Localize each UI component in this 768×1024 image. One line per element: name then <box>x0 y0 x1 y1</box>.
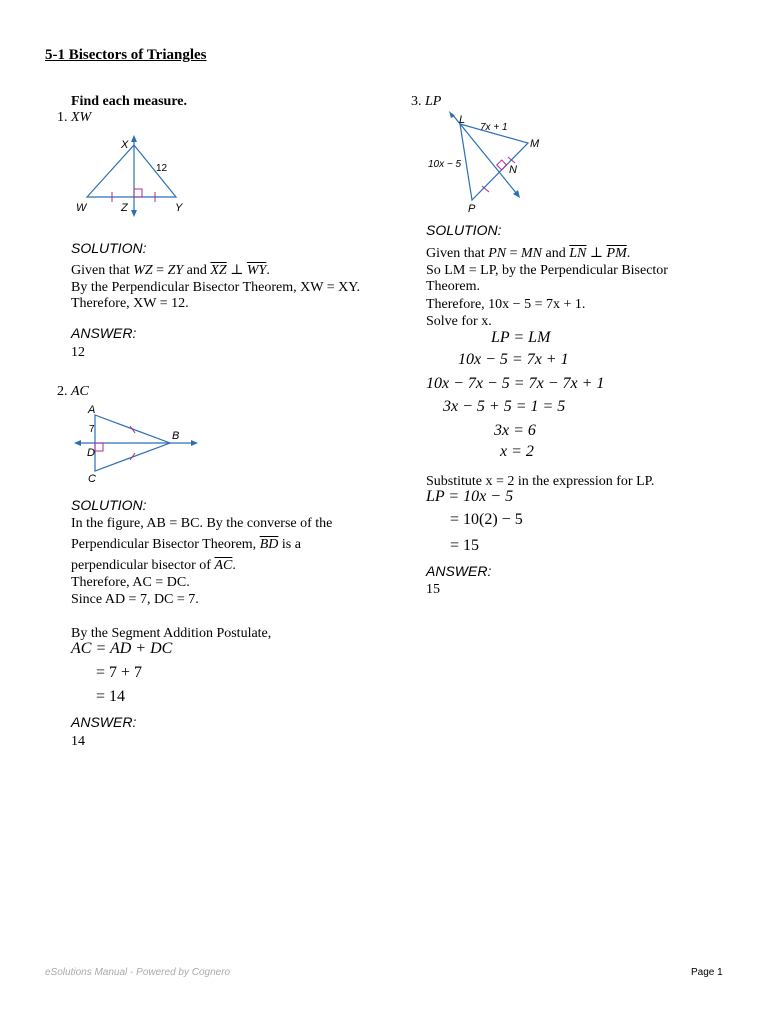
p2-answer: 14 <box>71 734 85 749</box>
p2-line4: Therefore, AC = DC. <box>71 575 190 590</box>
problem-1-target: XW <box>71 110 92 125</box>
fig1-label-z: Z <box>121 202 128 214</box>
p3-eq4: 3x − 5 + 5 = 1 = 5 <box>443 398 566 415</box>
problem-1-heading <box>57 110 91 126</box>
p2-eq1: AC = AD + DC <box>71 640 173 657</box>
fig3-expr-lm: 7x + 1 <box>480 122 508 133</box>
problem-3-target: LP <box>425 94 442 109</box>
p1-line3: Therefore, XW = 12. <box>71 296 189 311</box>
p2-eq3: = 14 <box>96 688 126 705</box>
p1-line2: By the Perpendicular Bisector Theorem, XW = XY. <box>71 280 361 295</box>
page-number: Page 1 <box>691 967 723 978</box>
problem-2-target: AC <box>71 384 89 399</box>
footer-text: eSolutions Manual - Powered by Cognero <box>45 967 231 978</box>
problem-3-number: 3. <box>411 94 422 109</box>
page-title: 5-1 Bisectors of Triangles <box>45 47 207 63</box>
p2-line5: Since AD = 7, DC = 7. <box>71 592 199 607</box>
fig1-label-x: X <box>121 139 129 151</box>
p1-line1: Given that WZ = ZY and $\overline{XZ}$ ⊥ $\overline{WY}$. <box>71 263 270 278</box>
fig3-label-m: M <box>530 138 540 150</box>
problem-2-heading <box>57 384 89 400</box>
p2-eq2: = 7 + 7 <box>96 664 143 681</box>
fig2-label-a: A <box>88 404 96 416</box>
fig3-label-p: P <box>468 203 476 215</box>
figure-3-triangle <box>425 108 555 218</box>
p3-line4: Therefore, 10x − 5 = 7x + 1. <box>426 297 586 312</box>
solution-label-1: SOLUTION: <box>71 240 147 256</box>
fig2-label-c: C <box>88 473 96 485</box>
fig3-label-l: L <box>459 114 466 126</box>
p3-line5: Solve for x. <box>426 314 492 329</box>
p3-eq2: 10x − 5 = 7x + 1 <box>458 351 569 368</box>
p3-line3: Theorem. <box>426 279 481 294</box>
answer-label-2: ANSWER: <box>71 714 137 730</box>
fig3-label-n: N <box>509 164 517 176</box>
p3-eq5: 3x = 6 <box>494 422 536 439</box>
problem-2-number: 2. <box>57 384 68 399</box>
answer-label-1: ANSWER: <box>71 325 137 341</box>
solution-label-3: SOLUTION: <box>426 222 502 238</box>
p3-eq9: = 15 <box>450 537 480 554</box>
p3-line1: Given that PN = MN and $\overline{LN}$ ⊥ $\overline{PM}$. <box>426 246 631 261</box>
fig1-label-w: W <box>76 202 87 214</box>
p1-answer: 12 <box>71 345 85 360</box>
p3-eq1: LP = LM <box>491 329 551 346</box>
figure-2-triangle <box>72 400 202 485</box>
fig1-label-y: Y <box>175 202 183 214</box>
p3-eq8: = 10(2) − 5 <box>450 511 523 528</box>
fig2-length: 7 <box>89 424 95 435</box>
p2-line1: In the figure, AB = BC. By the converse of the <box>71 516 333 531</box>
solution-label-2: SOLUTION: <box>71 497 147 513</box>
p3-answer: 15 <box>426 582 440 597</box>
p3-eq3: 10x − 7x − 5 = 7x − 7x + 1 <box>426 375 605 392</box>
p3-eq6: x = 2 <box>500 443 534 460</box>
fig2-label-b: B <box>172 430 180 442</box>
p2-line3: perpendicular bisector of $\overline{AC}$. <box>71 558 236 573</box>
p3-line2: So LM = LP, by the Perpendicular Bisector <box>426 263 668 278</box>
p2-line2: Perpendicular Bisector Theorem, $\overline{BD}$ is a <box>71 537 301 552</box>
figure-1-triangle <box>72 135 202 220</box>
answer-label-3: ANSWER: <box>426 563 492 579</box>
fig3-expr-lp: 10x − 5 <box>428 159 462 170</box>
problem-1-number: 1. <box>57 110 68 125</box>
fig2-label-d: D <box>87 447 95 459</box>
instruction: Find each measure. <box>71 94 188 109</box>
p2-line6: By the Segment Addition Postulate, <box>71 626 272 641</box>
p3-line6: Substitute x = 2 in the expression for LP. <box>426 474 655 489</box>
p3-eq7: LP = 10x − 5 <box>426 488 514 505</box>
fig1-length: 12 <box>156 163 168 174</box>
